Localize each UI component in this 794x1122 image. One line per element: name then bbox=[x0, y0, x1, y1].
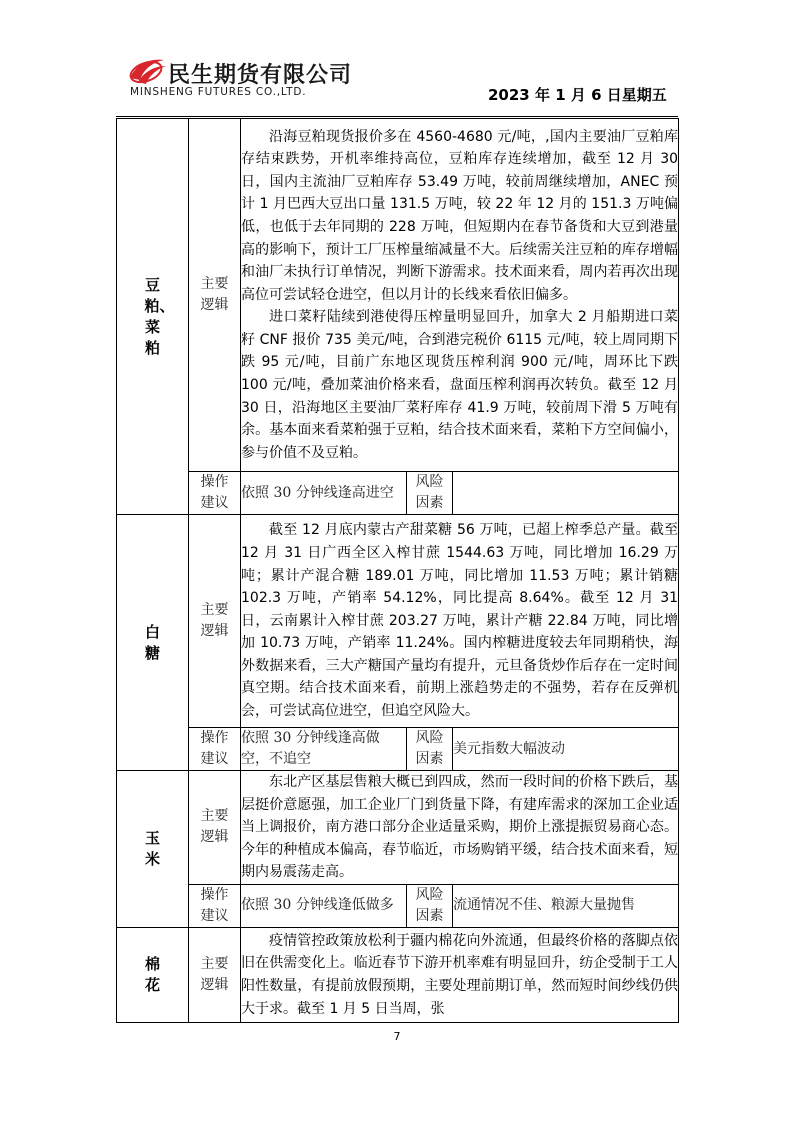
operation-advice: 依照 30 分钟线逢低做多 bbox=[241, 884, 407, 927]
company-logo bbox=[128, 56, 368, 102]
table-row bbox=[117, 119, 679, 472]
page-number: 7 bbox=[393, 1030, 401, 1043]
risk-label: 风险因素 bbox=[407, 884, 453, 927]
table-row bbox=[117, 884, 679, 927]
table-row bbox=[117, 728, 679, 771]
logo-chinese-name: 民生期货有限公司 bbox=[168, 63, 353, 88]
logic-paragraph: 东北产区基层售粮大概已到四成，然而一段时间的价格下跌后，基层挺价意愿强，加工企业厂门到货量下降，有建库需求的深加工企业适当上调报价，南方港口部分企业适量采购，期价上涨提振贸易商心态。今年的种植成本偏高，春节临近，市场购销平缓，结合技术面来看，短期内易震荡走高。 bbox=[241, 774, 679, 881]
risk-factors bbox=[453, 472, 679, 515]
commodity-name: 棉花 bbox=[144, 954, 160, 994]
logic-paragraph: 疫情管控政策放松利于疆内棉花向外流通，但最终价格的落脚点依旧在供需变化上。临近春节下游开机率难有明显回升，纺企受制于工人阳性数量，有提前放假预期，主要处理前期订单，然而短时间纱线仍供大于求。截至 1 月 5 日当周，张 bbox=[241, 932, 679, 1017]
commodity-name: 白糖 bbox=[144, 622, 160, 662]
risk-label: 风险因素 bbox=[407, 728, 453, 771]
logic-paragraph: 进口菜籽陆续到港使得压榨量明显回升，加拿大 2 月船期进口菜籽 CNF 报价 735 美元/吨，合到港完税价 6115 元/吨，较上周同期下跌 95 元/吨，目前广东地区现货压榨利润 900 元/吨，周环比下跌 100 元/吨，叠加菜油价格来看，盘面压榨利润再次转负。截至 12 月 30 日，沿海地区主要油厂菜籽库存 41.9 万吨，较前周下滑 5 万吨有余。基本面来看菜粕强于豆粕，结合技术面来看，菜粕下方空间偏小，参与价值不及豆粕。 bbox=[241, 309, 679, 461]
table-row bbox=[117, 515, 679, 728]
operation-advice: 依照 30 分钟线逢高进空 bbox=[241, 472, 407, 515]
logo-english-name: MINSHENG FUTURES CO.,LTD. bbox=[130, 86, 307, 98]
swoosh-logo-icon bbox=[128, 56, 168, 86]
logic-paragraph: 截至 12 月底内蒙古产甜菜糖 56 万吨，已超上榨季总产量。截至 12 月 31 日广西全区入榨甘蔗 1544.63 万吨，同比增加 16.29 万吨；累计产混合糖 189.01 万吨，同比增加 11.53 万吨；累计销糖 102.3 万吨，产销率 54.12%，同比提高 8.64%。截至 12 月 31 日，云南累计入榨甘蔗 203.27 万吨，累计产糖 22.84 万吨，同比增加 10.73 万吨，产销率 11.24%。国内榨糖进度较去年同期稍快，海外数据来看，三大产糖国产量均有提升，元旦备货炒作后存在一定时间真空期。结合技术面来看，前期上涨趋势走的不强势，若存在反弹机会，可尝试高位进空，但追空风险大。 bbox=[241, 522, 679, 720]
main-logic-content bbox=[241, 771, 679, 885]
table-row bbox=[117, 771, 679, 885]
main-logic-label: 主要逻辑 bbox=[189, 927, 241, 1022]
risk-factors: 美元指数大幅波动 bbox=[453, 728, 679, 771]
main-logic-content bbox=[241, 927, 679, 1022]
operation-label: 操作建议 bbox=[189, 884, 241, 927]
main-logic-label: 主要逻辑 bbox=[189, 771, 241, 885]
commodity-cell bbox=[117, 515, 189, 771]
commodity-table bbox=[116, 118, 679, 1023]
logic-paragraph: 沿海豆粕现货报价多在 4560-4680 元/吨，,国内主要油厂豆粕库存结束跌势，开机率维持高位，豆粕库存连续增加，截至 12 月 30 日，国内主流油厂豆粕库存 53.49 万吨，较前周继续增加，ANEC 预计 1 月巴西大豆出口量 131.5 万吨，较 22 年 12 月的 151.3 万吨偏低，也低于去年同期的 228 万吨，但短期内在春节备货和大豆到港量高的影响下，预计工厂压榨量缩减量不大。后续需关注豆粕的库存增幅和油厂未执行订单情况，判断下游需求。技术面来看，周内若再次出现高位可尝试轻仓进空，但以月计的长线来看依旧偏多。 bbox=[241, 128, 679, 303]
table-row bbox=[117, 472, 679, 515]
risk-factors: 流通情况不佳、粮源大量抛售 bbox=[453, 884, 679, 927]
table-row bbox=[117, 927, 679, 1022]
main-logic-label: 主要逻辑 bbox=[189, 515, 241, 728]
commodity-name: 玉米 bbox=[144, 828, 160, 868]
header-rule bbox=[116, 116, 678, 117]
operation-advice: 依照 30 分钟线逢高做空，不追空 bbox=[241, 728, 407, 771]
commodity-cell bbox=[117, 771, 189, 928]
report-date: 2023 年 1 月 6 日星期五 bbox=[488, 86, 667, 104]
operation-label: 操作建议 bbox=[189, 472, 241, 515]
risk-label: 风险因素 bbox=[407, 472, 453, 515]
main-logic-content bbox=[241, 119, 679, 472]
commodity-name: 豆粕、菜粕 bbox=[144, 275, 175, 357]
operation-label: 操作建议 bbox=[189, 728, 241, 771]
main-logic-content bbox=[241, 515, 679, 728]
commodity-cell bbox=[117, 927, 189, 1022]
main-logic-label: 主要逻辑 bbox=[189, 119, 241, 472]
commodity-cell bbox=[117, 119, 189, 515]
